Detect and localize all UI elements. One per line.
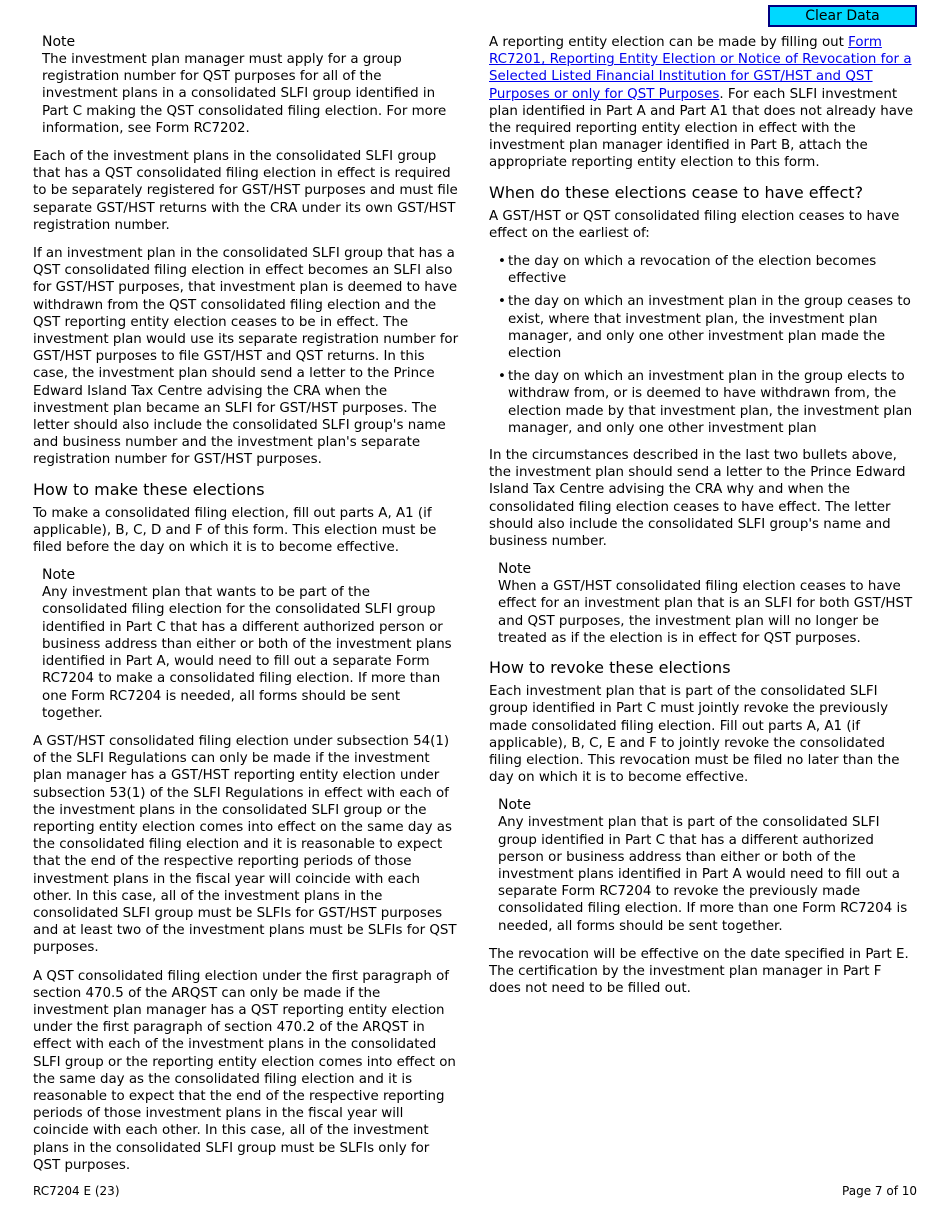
heading-how-to-make-elections: How to make these elections xyxy=(33,479,265,499)
paragraph-send-letter: In the circumstances described in the last two bullets above, the investment plan should send a letter to the Prince Edward Island Tax Centre advising the CRA why and when the consolidated filing election ceases to have effect. The letter should also include the consolidated SLFI group's name and business number. xyxy=(489,448,906,550)
page-number: Page 7 of 10 xyxy=(842,1184,917,1198)
note-text: Any investment plan that wants to be part of the consolidated filing election for the consolidated SLFI group identified in Part C that has a different authorized person or business address than either or both of the investment plans identified in Part A, would need to fill out a separate Form RC7204 to make a consolidated filing election. If more than one Form RC7204 is needed, all forms should be sent together. xyxy=(42,585,452,721)
form-identifier: RC7204 E (23) xyxy=(33,1184,120,1198)
note-revoke-separate-form xyxy=(498,797,917,934)
clear-data-button[interactable]: Clear Data xyxy=(768,5,917,27)
paragraph-revoke: Each investment plan that is part of the consolidated SLFI group identified in Part C must jointly revoke the previously made consolidated filing election. Fill out parts A, A1 (if applicable), B, C, E and F to jointly revoke the consolidated filing election. This revocation must be filed no later than the day on which it is to become effective. xyxy=(489,684,900,786)
right-column xyxy=(489,34,917,1008)
heading-how-to-revoke: How to revoke these elections xyxy=(489,658,731,678)
note-text: When a GST/HST consolidated filing election ceases to have effect for an investment plan that is an SLFI for both GST/HST and QST purposes, the investment plan will no longer be treated as if the election is in effect for QST purposes. xyxy=(498,579,913,646)
paragraph-text: . For each SLFI investment plan identified in Part A and Part A1 that does not already have the required reporting entity election in effect with the investment plan manager identified in Part B, attach the appropriate reporting entity election to this form. xyxy=(489,86,914,171)
bullet-icon: • xyxy=(498,294,506,310)
note-title: Note xyxy=(42,34,76,50)
paragraph-make-election: To make a consolidated filing election, fill out parts A, A1 (if applicable), B, C, D and F of this form. This election must be filed before the day on which it is to become effective. xyxy=(33,505,437,556)
heading-cease-effect: When do these elections cease to have effect? xyxy=(489,182,864,202)
list-item-text: the day on which an investment plan in the group elects to withdraw from, or is deemed to have withdrawn from, the election made by that investment plan, the investment plan manager, and only one other investment plan xyxy=(508,369,913,436)
note-title: Note xyxy=(42,567,76,584)
paragraph-qst-election: A QST consolidated filing election under the first paragraph of section 470.5 of the ARQST can only be made if the investment plan manager has a QST reporting entity election under the first paragraph of section 470.2 of the ARQST in effect with each of the investment plans in the consolidated SLFI group or the reporting entity election comes into effect on the same day as the consolidated filing election and it is reasonable to expect that the end of the respective reporting periods of those investment plans in the fiscal year will coincide with each other. In this case, all of the investment plans in the consolidated SLFI group must be SLFIs only for QST purposes. xyxy=(33,968,456,1173)
note-title: Note xyxy=(498,797,532,814)
left-column xyxy=(33,34,459,1185)
list-item xyxy=(489,253,917,287)
form-rc7201-link[interactable]: Form RC7201, Reporting Entity Election or Notice of Revocation for a Selected Listed Financial Institution for GST/HST and QST Purposes or only for QST Purposes xyxy=(489,35,912,102)
paragraph-revocation-effective: The revocation will be effective on the date specified in Part E. The certification by the investment plan manager in Part F does not need to be filled out. xyxy=(489,946,909,997)
list-item-text: the day on which an investment plan in the group ceases to exist, where that investment plan, the investment plan manager, and only one other investment plan made the election xyxy=(508,294,911,362)
bullet-icon: • xyxy=(498,254,506,270)
paragraph-separate-registration: Each of the investment plans in the consolidated SLFI group that has a QST consolidated filing election in effect is required to be separately registered for GST/HST purposes and must file separate GST/HST returns with the CRA under its own GST/HST registration number. xyxy=(33,149,458,233)
list-item xyxy=(489,368,917,437)
paragraph-reporting-entity-election xyxy=(489,34,917,172)
note-separate-form xyxy=(42,567,459,722)
note-qst-purposes xyxy=(498,561,917,647)
paragraph-becomes-slfi: If an investment plan in the consolidated SLFI group that has a QST consolidated filing election in effect becomes an SLFI also for GST/HST purposes, that investment plan is deemed to have withdrawn from the QST consolidated filing election and the QST reporting entity election ceases to be in effect. The investment plan would use its separate registration number for GST/HST purposes to file GST/HST and QST returns. In this case, the investment plan should send a letter to the Prince Edward Island Tax Centre advising the CRA when the investment plan became an SLFI for GST/HST purposes. The letter should also include the consolidated SLFI group's name and business number and the investment plan's separate registration number for GST/HST purposes. xyxy=(33,246,459,468)
paragraph-text: A reporting entity election can be made by filling out xyxy=(489,35,849,50)
paragraph-ceases-earliest: A GST/HST or QST consolidated filing election ceases to have effect on the earliest of: xyxy=(489,208,900,241)
bullet-icon: • xyxy=(498,369,506,385)
note-title: Note xyxy=(498,561,532,578)
note-text: The investment plan manager must apply for a group registration number for QST purposes for all of the investment plans in a consolidated SLFI group identified in Part C making the QST consolidated filing election. For more information, see Form RC7202. xyxy=(42,52,447,136)
cease-conditions-list xyxy=(489,253,917,437)
paragraph-gst-hst-election: A GST/HST consolidated filing election under subsection 54(1) of the SLFI Regulations can only be made if the investment plan manager has a GST/HST reporting entity election under subsection 53(1) of the SLFI Regulations in effect with each of the investment plans in the consolidated SLFI group or the reporting entity election comes into effect on the same day as the consolidated filing election and it is reasonable to expect that the end of the respective reporting periods of those investment plans in the fiscal year will coincide with each other. In this case, all of the investment plans in the consolidated SLFI group must be SLFIs for GST/HST purposes and at least two of the investment plans must be SLFIs for QST purposes. xyxy=(33,733,457,956)
note-group-registration xyxy=(42,34,459,137)
note-text: Any investment plan that is part of the consolidated SLFI group identified in Part C that has a different authorized person or business address than either or both of the investment plans identified in Part A would need to fill out a separate Form RC7204 to revoke the previously made consolidated filing election. If more than one Form RC7204 is needed, all forms should be sent together. xyxy=(498,815,908,934)
list-item-text: the day on which a revocation of the election becomes effective xyxy=(508,254,877,287)
list-item xyxy=(489,293,917,362)
